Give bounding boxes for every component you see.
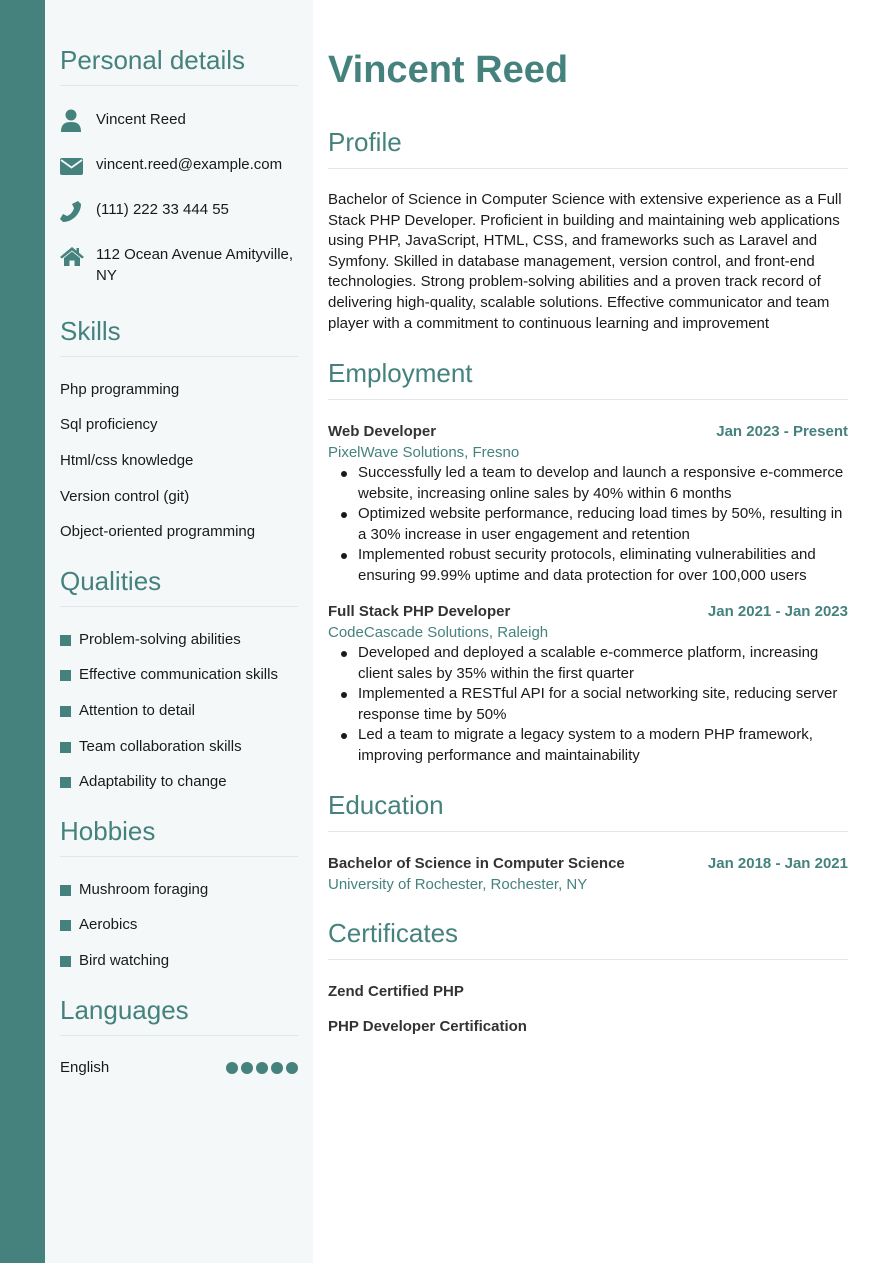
language-row bbox=[60, 1058, 298, 1078]
job-title: Full Stack PHP Developer bbox=[328, 603, 511, 620]
quality-item: Problem-solving abilities bbox=[60, 630, 241, 650]
job-bullets bbox=[328, 643, 848, 767]
section-title: Hobbies bbox=[60, 816, 156, 846]
education-dates: Jan 2018 - Jan 2021 bbox=[707, 855, 848, 872]
language-level-dots bbox=[226, 1062, 298, 1074]
divider bbox=[60, 1035, 298, 1036]
certificate-item: Zend Certified PHP bbox=[328, 983, 464, 1000]
full-name: Vincent Reed bbox=[96, 111, 186, 128]
skill-item: Object-oriented programming bbox=[60, 523, 256, 540]
profile-text: Bachelor of Science in Computer Science with extensive experience as a Full Stack PHP Developer. Proficient in building and maintaining web applications using PHP, JavaScript, HTML, CSS, and frameworks such as Laravel and Symfony. Skilled in database management, version control, and front-end technologies. Strong problem-solving abilities and a proven track record of delivering high-quality, scalable solutions. Effective communicator and team player with a commitment to continuous learning and improvement bbox=[328, 191, 842, 332]
job-entry bbox=[328, 421, 848, 587]
skill-item: Sql proficiency bbox=[60, 416, 158, 433]
level-dot-icon bbox=[271, 1062, 283, 1074]
job-dates: Jan 2023 - Present bbox=[716, 423, 848, 440]
divider bbox=[60, 856, 298, 857]
quality-item: Team collaboration skills bbox=[60, 737, 242, 757]
personal-email-row bbox=[60, 154, 298, 178]
bullet-item: Developed and deployed a scalable e-commerce platform, increasing client sales by 35% within the first quarter bbox=[328, 643, 848, 684]
quality-item: Attention to detail bbox=[60, 701, 195, 721]
divider bbox=[60, 356, 298, 357]
user-icon bbox=[60, 109, 96, 133]
section-title: Skills bbox=[60, 316, 121, 346]
square-bullet-icon bbox=[60, 706, 71, 717]
level-dot-icon bbox=[226, 1062, 238, 1074]
education-entry bbox=[328, 853, 848, 895]
section-title: Personal details bbox=[60, 45, 245, 75]
accent-stripe bbox=[0, 0, 45, 1263]
personal-phone-row bbox=[60, 199, 298, 223]
square-bullet-icon bbox=[60, 777, 71, 788]
level-dot-icon bbox=[241, 1062, 253, 1074]
square-bullet-icon bbox=[60, 956, 71, 967]
divider bbox=[328, 959, 848, 960]
degree-title: Bachelor of Science in Computer Science bbox=[328, 855, 625, 872]
job-employer: CodeCascade Solutions, Raleigh bbox=[328, 624, 549, 641]
level-dot-icon bbox=[256, 1062, 268, 1074]
section-title: Employment bbox=[328, 358, 473, 388]
address: 112 Ocean Avenue Amityville, NY bbox=[96, 246, 294, 284]
divider bbox=[328, 831, 848, 832]
education-section bbox=[328, 792, 848, 832]
square-bullet-icon bbox=[60, 920, 71, 931]
page-title: Vincent Reed bbox=[328, 49, 569, 91]
skill-item: Html/css knowledge bbox=[60, 452, 194, 469]
divider bbox=[328, 168, 848, 169]
skill-item: Php programming bbox=[60, 381, 180, 398]
job-employer: PixelWave Solutions, Fresno bbox=[328, 444, 520, 461]
bullet-item: Implemented robust security protocols, eliminating vulnerabilities and ensuring 99.99% uptime and data protection for over 100,000 users bbox=[328, 545, 848, 586]
job-bullets bbox=[328, 463, 848, 587]
employment-section bbox=[328, 360, 848, 400]
section-title: Education bbox=[328, 790, 444, 820]
square-bullet-icon bbox=[60, 670, 71, 681]
hobby-item: Aerobics bbox=[60, 915, 137, 935]
job-entry bbox=[328, 601, 848, 767]
hobbies-section bbox=[60, 818, 298, 857]
languages-section bbox=[60, 997, 298, 1036]
home-icon bbox=[60, 244, 96, 268]
institution: University of Rochester, Rochester, NY bbox=[328, 876, 588, 893]
job-title: Web Developer bbox=[328, 423, 437, 440]
section-title: Languages bbox=[60, 995, 189, 1025]
personal-details-section bbox=[60, 47, 298, 86]
square-bullet-icon bbox=[60, 885, 71, 896]
skill-item: Version control (git) bbox=[60, 488, 190, 505]
bullet-item: Successfully led a team to develop and launch a responsive e-commerce website, increasing online sales by 40% within 6 months bbox=[328, 463, 848, 504]
quality-item: Adaptability to change bbox=[60, 772, 227, 792]
email[interactable]: vincent.reed@example.com bbox=[96, 156, 283, 173]
quality-item: Effective communication skills bbox=[60, 665, 278, 685]
bullet-item: Implemented a RESTful API for a social networking site, reducing server response time by 50% bbox=[328, 684, 848, 725]
hobby-item: Mushroom foraging bbox=[60, 880, 208, 900]
phone[interactable]: (111) 222 33 444 55 bbox=[96, 201, 229, 218]
job-dates: Jan 2021 - Jan 2023 bbox=[707, 603, 848, 620]
square-bullet-icon bbox=[60, 742, 71, 753]
square-bullet-icon bbox=[60, 635, 71, 646]
phone-icon bbox=[60, 199, 96, 223]
language-name: English bbox=[60, 1059, 110, 1076]
section-title: Profile bbox=[328, 127, 402, 157]
certificate-item: PHP Developer Certification bbox=[328, 1018, 527, 1035]
divider bbox=[60, 85, 298, 86]
section-title: Certificates bbox=[328, 918, 459, 948]
qualities-section bbox=[60, 568, 298, 607]
profile-section bbox=[328, 129, 848, 169]
certificates-section bbox=[328, 920, 848, 960]
bullet-item: Led a team to migrate a legacy system to a modern PHP framework, improving performance and maintainability bbox=[328, 725, 848, 766]
divider bbox=[328, 399, 848, 400]
sidebar bbox=[45, 0, 313, 1263]
divider bbox=[60, 606, 298, 607]
section-title: Qualities bbox=[60, 566, 162, 596]
skills-section bbox=[60, 318, 298, 357]
bullet-item: Optimized website performance, reducing load times by 50%, resulting in a 30% increase in user engagement and retention bbox=[328, 504, 848, 545]
level-dot-icon bbox=[286, 1062, 298, 1074]
envelope-icon bbox=[60, 154, 96, 178]
personal-address-row bbox=[60, 244, 298, 286]
hobby-item: Bird watching bbox=[60, 951, 169, 971]
personal-name-row bbox=[60, 109, 298, 133]
